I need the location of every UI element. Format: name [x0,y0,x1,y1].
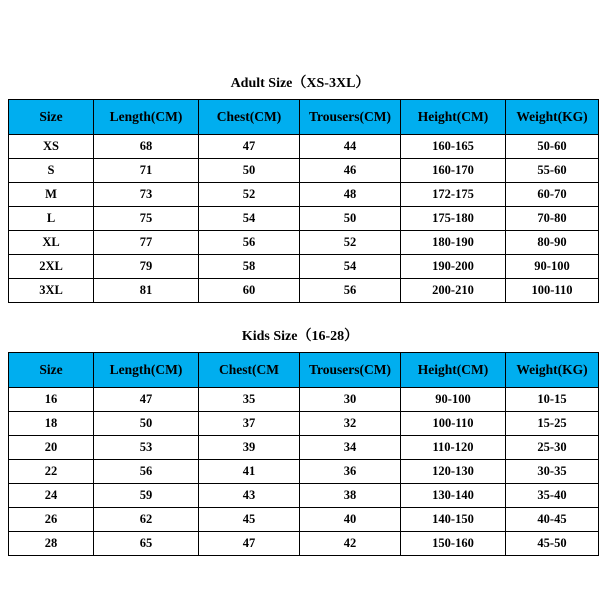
cell-trousers: 52 [300,231,401,255]
column-header-weight: Weight(KG) [506,100,599,135]
cell-weight: 60-70 [506,183,599,207]
bottom-spacer [8,556,592,600]
cell-height: 90-100 [401,388,506,412]
kids-size-table-body [9,388,599,556]
table-gap [8,303,592,325]
cell-length: 77 [94,231,199,255]
table-row [9,388,599,412]
cell-weight: 100-110 [506,279,599,303]
cell-chest: 47 [199,532,300,556]
cell-weight: 10-15 [506,388,599,412]
table-row [9,460,599,484]
column-header-length: Length(CM) [94,353,199,388]
cell-size: 28 [9,532,94,556]
cell-weight: 90-100 [506,255,599,279]
cell-chest: 41 [199,460,300,484]
cell-chest: 35 [199,388,300,412]
cell-length: 62 [94,508,199,532]
cell-trousers: 46 [300,159,401,183]
cell-chest: 54 [199,207,300,231]
cell-height: 200-210 [401,279,506,303]
cell-chest: 58 [199,255,300,279]
adult-size-table-block [8,72,592,303]
cell-chest: 56 [199,231,300,255]
column-header-weight: Weight(KG) [506,353,599,388]
kids-size-title: Kids Size（16-28） [241,329,359,344]
cell-size: 20 [9,436,94,460]
kids-size-table-block [8,325,592,556]
table-row [9,159,599,183]
cell-weight: 55-60 [506,159,599,183]
table-row [9,207,599,231]
cell-trousers: 44 [300,135,401,159]
cell-trousers: 32 [300,412,401,436]
cell-weight: 70-80 [506,207,599,231]
table-row [9,279,599,303]
cell-length: 65 [94,532,199,556]
cell-size: 22 [9,460,94,484]
cell-trousers: 40 [300,508,401,532]
cell-trousers: 48 [300,183,401,207]
cell-length: 68 [94,135,199,159]
cell-height: 100-110 [401,412,506,436]
cell-height: 175-180 [401,207,506,231]
kids-size-table-header [9,353,599,388]
cell-weight: 50-60 [506,135,599,159]
cell-trousers: 50 [300,207,401,231]
cell-size: 16 [9,388,94,412]
cell-length: 53 [94,436,199,460]
adult-size-table [8,99,599,303]
cell-weight: 30-35 [506,460,599,484]
cell-trousers: 42 [300,532,401,556]
cell-size: L [9,207,94,231]
cell-length: 71 [94,159,199,183]
column-header-size: Size [9,100,94,135]
cell-length: 75 [94,207,199,231]
adult-size-table-header [9,100,599,135]
cell-size: 24 [9,484,94,508]
cell-length: 59 [94,484,199,508]
cell-height: 180-190 [401,231,506,255]
cell-chest: 43 [199,484,300,508]
table-header-row [9,100,599,135]
table-row [9,231,599,255]
cell-size: 3XL [9,279,94,303]
cell-size: XS [9,135,94,159]
cell-height: 110-120 [401,436,506,460]
cell-height: 150-160 [401,532,506,556]
cell-height: 172-175 [401,183,506,207]
cell-size: XL [9,231,94,255]
table-header-row [9,353,599,388]
cell-height: 190-200 [401,255,506,279]
table-row [9,412,599,436]
cell-size: M [9,183,94,207]
cell-size: 2XL [9,255,94,279]
cell-weight: 25-30 [506,436,599,460]
cell-length: 56 [94,460,199,484]
cell-length: 79 [94,255,199,279]
cell-height: 120-130 [401,460,506,484]
column-header-size: Size [9,353,94,388]
column-header-length: Length(CM) [94,100,199,135]
column-header-chest: Chest(CM) [199,100,300,135]
column-header-height: Height(CM) [401,353,506,388]
cell-height: 140-150 [401,508,506,532]
cell-weight: 40-45 [506,508,599,532]
cell-height: 160-165 [401,135,506,159]
cell-length: 73 [94,183,199,207]
adult-size-table-body [9,135,599,303]
column-header-height: Height(CM) [401,100,506,135]
cell-chest: 37 [199,412,300,436]
kids-size-table [8,352,599,556]
table-row [9,436,599,460]
cell-chest: 47 [199,135,300,159]
table-row [9,508,599,532]
cell-height: 130-140 [401,484,506,508]
table-row [9,532,599,556]
cell-trousers: 56 [300,279,401,303]
cell-chest: 52 [199,183,300,207]
column-header-trousers: Trousers(CM) [300,353,401,388]
cell-weight: 45-50 [506,532,599,556]
cell-chest: 39 [199,436,300,460]
cell-size: 18 [9,412,94,436]
cell-size: 26 [9,508,94,532]
adult-size-title: Adult Size（XS-3XL） [230,76,370,91]
table-row [9,183,599,207]
cell-trousers: 36 [300,460,401,484]
cell-weight: 15-25 [506,412,599,436]
table-row [9,255,599,279]
table-row [9,135,599,159]
cell-length: 50 [94,412,199,436]
column-header-trousers: Trousers(CM) [300,100,401,135]
table-row [9,484,599,508]
cell-chest: 50 [199,159,300,183]
cell-trousers: 38 [300,484,401,508]
cell-length: 47 [94,388,199,412]
cell-height: 160-170 [401,159,506,183]
cell-size: S [9,159,94,183]
cell-chest: 60 [199,279,300,303]
cell-trousers: 54 [300,255,401,279]
cell-chest: 45 [199,508,300,532]
cell-length: 81 [94,279,199,303]
cell-trousers: 30 [300,388,401,412]
cell-weight: 80-90 [506,231,599,255]
cell-weight: 35-40 [506,484,599,508]
column-header-chest: Chest(CM [199,353,300,388]
cell-trousers: 34 [300,436,401,460]
